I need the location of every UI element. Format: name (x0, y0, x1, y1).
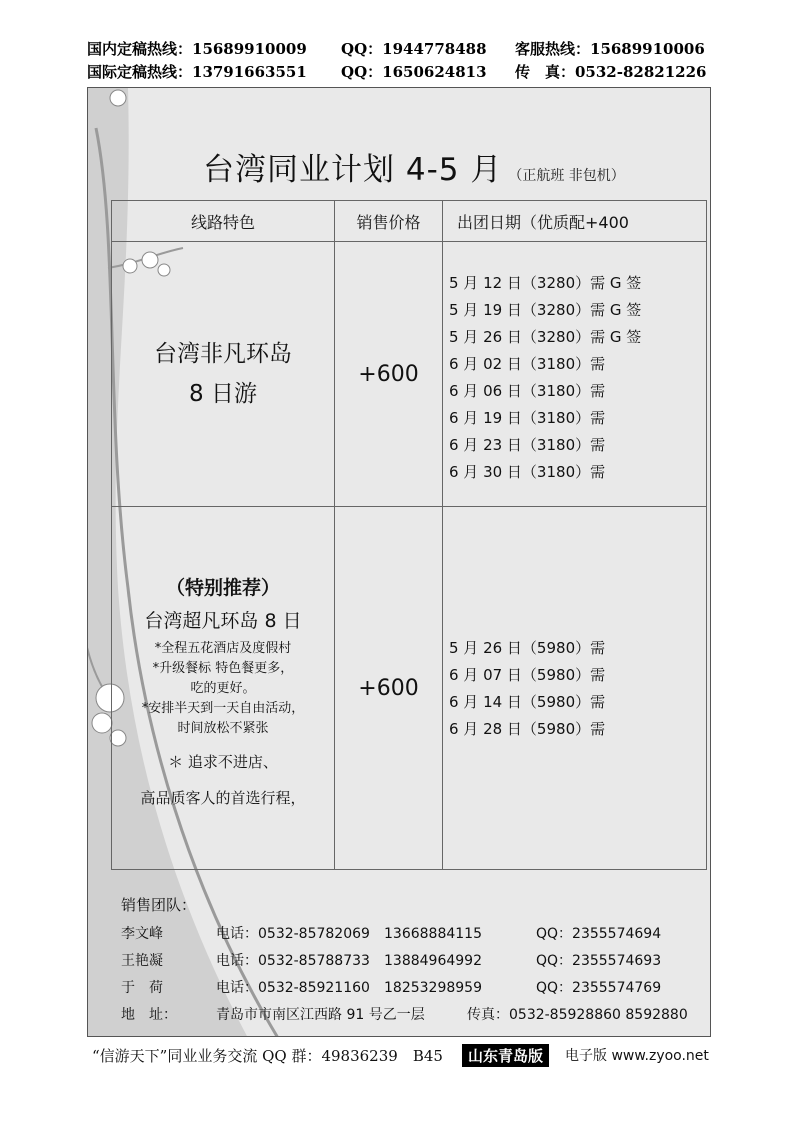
address-row (121, 1002, 688, 1029)
page-title: 台湾同业计划 4-5 月 (203, 152, 503, 188)
domestic-hotline: 国内定稿热线：15689910009 (87, 40, 307, 58)
intl-qq: QQ：1650624813 (341, 63, 487, 81)
sales-team (121, 894, 688, 1029)
feature-item: 吃的更好。 (190, 681, 256, 696)
fax-line: 传 真：0532-82821226 (515, 63, 707, 81)
flyer-panel (87, 87, 711, 1037)
date-item: 6 月 07 日（5980）需 (449, 666, 606, 684)
service-hotline: 客服热线：15689910006 (515, 40, 705, 58)
route-name: 台湾超凡环岛 8 日 (144, 610, 302, 632)
member-phone: 电话：0532-85782069 (216, 926, 370, 942)
route-cell (112, 507, 335, 870)
team-member (121, 921, 662, 948)
member-qq: QQ：2355574693 (536, 953, 662, 969)
member-mobile: 18253298959 (384, 980, 482, 996)
header-dates: 出团日期（优质配+400 (443, 201, 707, 242)
dates-cell (443, 242, 707, 507)
address-text: 青岛市市南区江西路 91 号乙一层 (216, 1007, 425, 1023)
feature-item: *升级餐标 特色餐更多， (152, 661, 294, 676)
member-name: 王艳凝 (121, 953, 163, 969)
table-header-row (112, 201, 707, 242)
date-item: 6 月 19 日（3180）需 (449, 409, 606, 427)
member-phone: 电话：0532-85788733 (216, 953, 370, 969)
footer-website: 电子版 www.zyoo.net (565, 1048, 709, 1064)
route-cell (112, 242, 335, 507)
member-qq: QQ：2355574694 (536, 926, 662, 942)
date-item: 6 月 30 日（3180）需 (449, 463, 606, 481)
feature-item: *全程五花酒店及度假村 (154, 641, 292, 656)
table-row (112, 507, 707, 870)
team-member (121, 975, 662, 1002)
edition-badge: 山东青岛版 (462, 1044, 549, 1067)
feature-item: 时间放松不紧张 (177, 721, 269, 736)
price-cell: +600 (335, 242, 443, 507)
footer-group-info: “信游天下”同业业务交流 QQ 群：49836239 B45 (92, 1047, 443, 1065)
schedule-table (111, 200, 707, 870)
date-item: 6 月 02 日（3180）需 (449, 355, 606, 373)
team-title: 销售团队： (121, 896, 197, 914)
member-name: 于 荷 (121, 980, 163, 996)
header-price: 销售价格 (335, 201, 443, 242)
title-note: （正航班 非包机） (508, 168, 625, 184)
date-item: 5 月 26 日（5980）需 (449, 639, 606, 657)
date-item: 6 月 06 日（3180）需 (449, 382, 606, 400)
date-item: 6 月 14 日（5980）需 (449, 693, 606, 711)
feature-item: *安排半天到一天自由活动， (141, 701, 305, 716)
date-item: 5 月 12 日（3280）需 G 签 (449, 274, 642, 292)
fax-number: 传真：0532-85928860 8592880 (467, 1007, 688, 1023)
date-item: 5 月 26 日（3280）需 G 签 (449, 328, 642, 346)
route-name: 台湾非凡环岛 (154, 341, 292, 367)
title-row (203, 144, 625, 189)
member-mobile: 13884964992 (384, 953, 482, 969)
route-days: 8 日游 (189, 381, 257, 407)
dates-cell (443, 507, 707, 870)
date-item: 6 月 28 日（5980）需 (449, 720, 606, 738)
extra-note: 高品质客人的首选行程， (140, 789, 306, 807)
member-phone: 电话：0532-85921160 (216, 980, 370, 996)
date-item: 6 月 23 日（3180）需 (449, 436, 606, 454)
recommend-heading: （特别推荐） (165, 577, 280, 599)
price-cell: +600 (335, 507, 443, 870)
header-route: 线路特色 (112, 201, 335, 242)
address-label: 地 址： (121, 1007, 177, 1023)
member-qq: QQ：2355574769 (536, 980, 662, 996)
table-row (112, 242, 707, 507)
member-name: 李文峰 (121, 926, 163, 942)
extra-note: ＊ 追求不进店、 (168, 753, 278, 771)
intl-hotline: 国际定稿热线：13791663551 (87, 63, 307, 81)
date-item: 5 月 19 日（3280）需 G 签 (449, 301, 642, 319)
team-member (121, 948, 662, 975)
member-mobile: 13668884115 (384, 926, 482, 942)
domestic-qq: QQ：1944778488 (341, 40, 487, 58)
